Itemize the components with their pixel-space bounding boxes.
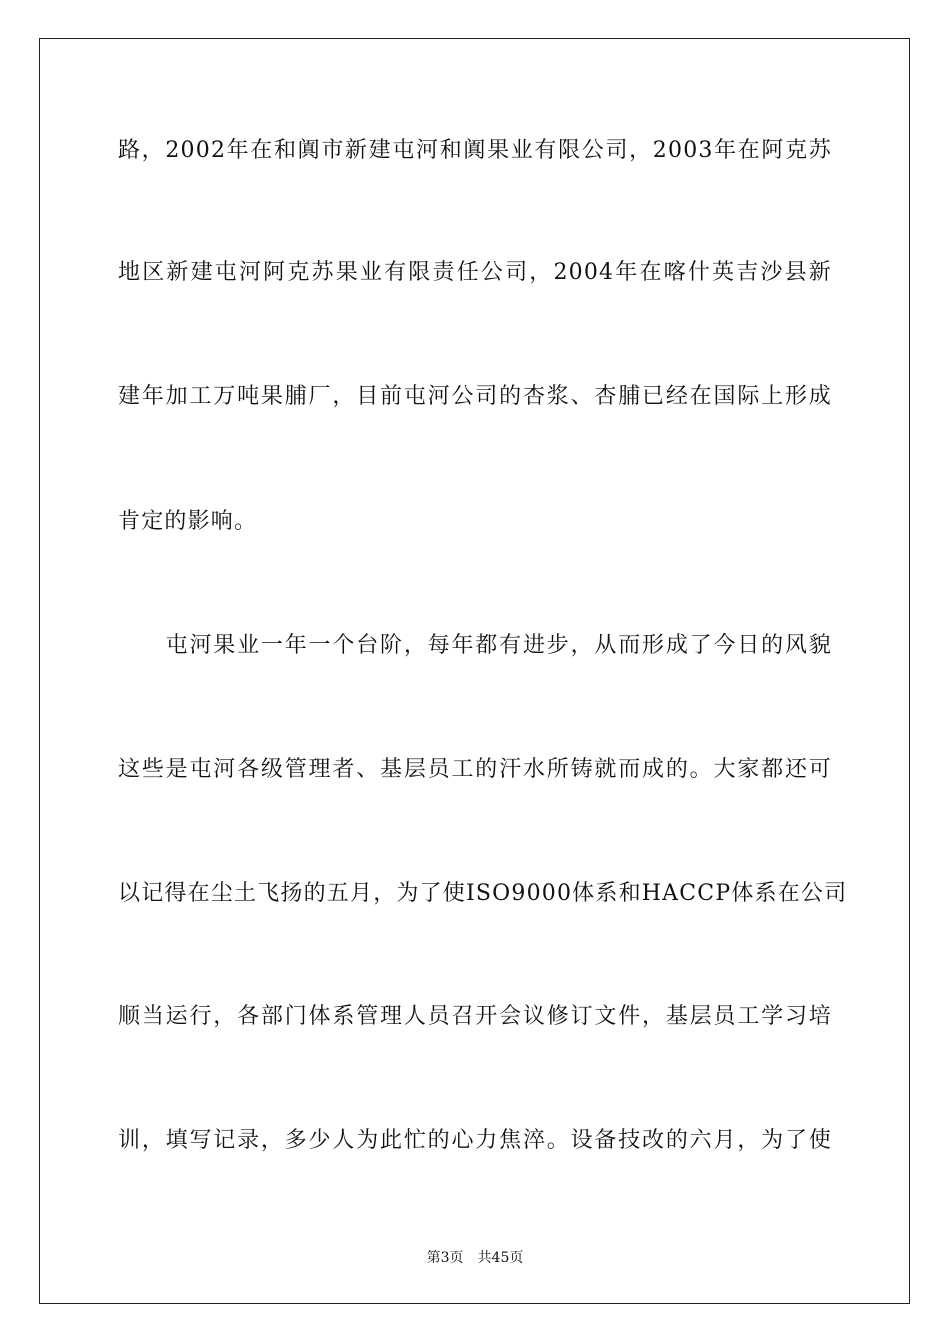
body-text-line-8: 顺当运行，各部门体系管理人员召开会议修订文件，基层员工学习培 — [118, 1004, 832, 1029]
body-text-line-2: 地区新建屯河阿克苏果业有限责任公司，2004年在喀什英吉沙县新 — [118, 260, 832, 285]
body-text-line-6: 这些是屯河各级管理者、基层员工的汗水所铸就而成的。大家都还可 — [118, 757, 832, 782]
page-border — [39, 38, 910, 1304]
page-footer — [0, 1248, 950, 1268]
body-text-line-3: 建年加工万吨果脯厂，目前屯河公司的杏浆、杏脯已经在国际上形成 — [118, 384, 832, 409]
total-pages: 共45页 — [477, 1250, 524, 1266]
body-text-line-4: 肯定的影响。 — [118, 509, 258, 534]
body-text-line-7: 以记得在尘土飞扬的五月，为了使ISO9000体系和HACCP体系在公司 — [118, 881, 848, 906]
body-text-line-1: 路，2002年在和阗市新建屯河和阗果业有限公司，2003年在阿克苏 — [118, 138, 832, 163]
body-text-line-5: 屯河果业一年一个台阶，每年都有进步，从而形成了今日的风貌 — [118, 633, 832, 658]
body-text-line-9: 训，填写记录，多少人为此忙的心力焦淬。设备技改的六月，为了使 — [118, 1128, 832, 1153]
page-number: 第3页 — [426, 1250, 464, 1266]
